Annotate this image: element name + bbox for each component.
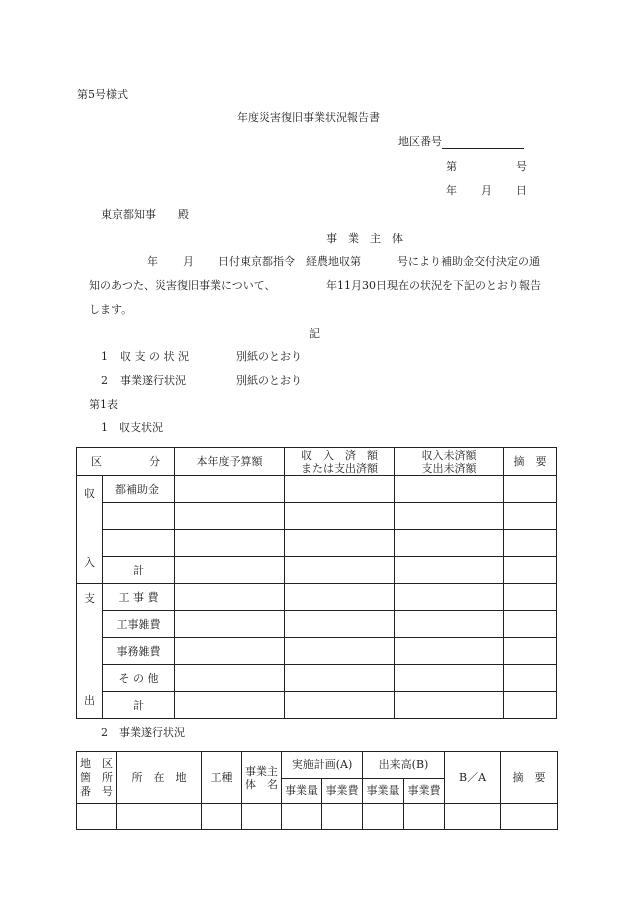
- header-received-line1: 収 入 済 額: [301, 448, 378, 462]
- cell[interactable]: [504, 503, 557, 530]
- header-done-cost: 事業費: [404, 778, 445, 804]
- header-plan-cost: 事業費: [322, 778, 363, 804]
- row-label-expense-total: 計: [103, 692, 175, 719]
- header-done: 出来高(B): [363, 752, 445, 779]
- expense-side-label: [77, 584, 103, 719]
- row-label-other: そ の 他: [103, 665, 175, 692]
- cell[interactable]: [285, 692, 395, 719]
- header-unreceived-line2: 支出未済額: [421, 461, 477, 475]
- row-label-income-total: 計: [103, 557, 175, 584]
- header-received-line2: または支出済額: [301, 461, 378, 475]
- cell[interactable]: [504, 665, 557, 692]
- row-label-office-misc: 事務雑費: [103, 638, 175, 665]
- cell[interactable]: [504, 557, 557, 584]
- cell[interactable]: [117, 804, 202, 830]
- income-side-top: 収: [84, 487, 95, 500]
- cell[interactable]: [285, 530, 395, 557]
- cell[interactable]: [404, 804, 445, 830]
- cell[interactable]: [395, 638, 504, 665]
- district-number: [398, 135, 524, 149]
- cell[interactable]: [363, 804, 404, 830]
- doc-number-prefix: 第: [446, 160, 457, 173]
- cell[interactable]: [504, 638, 557, 665]
- cell[interactable]: [285, 665, 395, 692]
- cell[interactable]: [77, 804, 117, 830]
- header-kubun: [77, 448, 175, 476]
- district-label: 地区番号: [398, 135, 442, 148]
- doc-number-suffix: 号: [516, 160, 527, 173]
- cell[interactable]: [175, 638, 285, 665]
- income-side-label: [77, 476, 103, 584]
- header-owner: [242, 752, 282, 804]
- header-remarks: 摘 要: [501, 752, 558, 804]
- income-expense-table: [76, 447, 557, 719]
- body-year: 年: [147, 255, 158, 268]
- body-line2-tail: 年11月30日現在の状況を下記のとおり報告: [326, 279, 541, 292]
- header-district-line1: 地 区: [80, 756, 113, 770]
- cell[interactable]: [395, 503, 504, 530]
- date-day: 日: [516, 184, 527, 197]
- header-district-line3: 番 号: [80, 784, 113, 798]
- section2-title: 2 事業遂行状況: [101, 726, 185, 739]
- body-month: 月: [183, 255, 194, 268]
- document-title: 年度災害復旧事業状況報告書: [237, 111, 380, 124]
- item-1-value: 別紙のとおり: [236, 350, 302, 363]
- cell[interactable]: [285, 584, 395, 611]
- date-year: 年: [446, 184, 457, 197]
- cell[interactable]: [395, 530, 504, 557]
- header-plan-quantity: 事業量: [282, 778, 322, 804]
- row-label-subsidy: 都補助金: [103, 476, 175, 503]
- section1-title: 1 収支状況: [101, 421, 163, 434]
- cell[interactable]: [202, 804, 242, 830]
- district-number-field[interactable]: [442, 137, 524, 149]
- cell[interactable]: [282, 804, 322, 830]
- row-label-construction: 工 事 費: [103, 584, 175, 611]
- cell[interactable]: [285, 638, 395, 665]
- ki-mark: 記: [309, 327, 320, 340]
- body-line1-text: 日付東京都指令 経農地収第: [218, 255, 361, 268]
- cell[interactable]: [175, 665, 285, 692]
- cell[interactable]: [504, 584, 557, 611]
- cell[interactable]: [285, 611, 395, 638]
- header-work-type: 工種: [202, 752, 242, 804]
- date-month: 月: [481, 184, 492, 197]
- cell[interactable]: [395, 557, 504, 584]
- header-district-line2: 箇 所: [80, 770, 113, 784]
- item-1-num: 1: [101, 350, 108, 363]
- item-1-label: 収 支 の 状 況: [120, 350, 189, 363]
- cell[interactable]: [175, 557, 285, 584]
- cell[interactable]: [501, 804, 558, 830]
- cell[interactable]: [445, 804, 501, 830]
- header-done-quantity: 事業量: [363, 778, 404, 804]
- cell[interactable]: [175, 611, 285, 638]
- cell[interactable]: [175, 584, 285, 611]
- cell[interactable]: [242, 804, 282, 830]
- body-line2-text: 知のあつた、災害復旧事業について、: [89, 279, 276, 292]
- cell[interactable]: [175, 503, 285, 530]
- cell[interactable]: [175, 476, 285, 503]
- header-unreceived-line1: 収入未済額: [421, 448, 477, 462]
- item-2-value: 別紙のとおり: [236, 374, 302, 387]
- cell[interactable]: [395, 692, 504, 719]
- cell[interactable]: [395, 476, 504, 503]
- form-number: 第5号様式: [77, 88, 128, 101]
- cell[interactable]: [285, 557, 395, 584]
- header-location: 所 在 地: [117, 752, 202, 804]
- row-label-blank: [103, 530, 175, 557]
- header-remarks: 摘 要: [504, 448, 557, 476]
- cell[interactable]: [175, 530, 285, 557]
- cell[interactable]: [395, 611, 504, 638]
- cell[interactable]: [322, 804, 363, 830]
- header-kubun-right: 分: [149, 455, 160, 468]
- row-label-blank: [103, 503, 175, 530]
- cell[interactable]: [504, 692, 557, 719]
- cell[interactable]: [504, 476, 557, 503]
- header-received: [285, 448, 395, 476]
- body-line3: します。: [89, 303, 133, 316]
- header-plan: 実施計画(A): [282, 752, 363, 779]
- header-district: [77, 752, 117, 804]
- addressee: 東京都知事 殿: [101, 208, 189, 221]
- expense-side-top: 支: [84, 592, 95, 605]
- progress-table: [76, 751, 558, 830]
- cell[interactable]: [175, 692, 285, 719]
- item-2-label: 事業遂行状況: [120, 374, 186, 387]
- cell[interactable]: [285, 503, 395, 530]
- header-owner-line2: 体 名: [245, 777, 278, 791]
- income-side-bottom: 入: [84, 556, 95, 569]
- header-kubun-left: 区: [91, 455, 102, 468]
- cell[interactable]: [504, 530, 557, 557]
- header-owner-line1: 事業主: [245, 764, 278, 778]
- cell[interactable]: [504, 611, 557, 638]
- header-budget: 本年度予算額: [175, 448, 285, 476]
- item-2-num: 2: [101, 374, 108, 387]
- table1-title: 第1表: [89, 398, 118, 411]
- cell[interactable]: [395, 665, 504, 692]
- cell[interactable]: [285, 476, 395, 503]
- body-line1-tail: 号により補助金交付決定の通: [397, 255, 540, 268]
- header-ratio: B／A: [445, 752, 501, 804]
- business-owner: 事 業 主 体: [326, 232, 403, 245]
- expense-side-bottom: 出: [84, 694, 95, 707]
- header-unreceived: [395, 448, 504, 476]
- cell[interactable]: [395, 584, 504, 611]
- row-label-construction-misc: 工事雑費: [103, 611, 175, 638]
